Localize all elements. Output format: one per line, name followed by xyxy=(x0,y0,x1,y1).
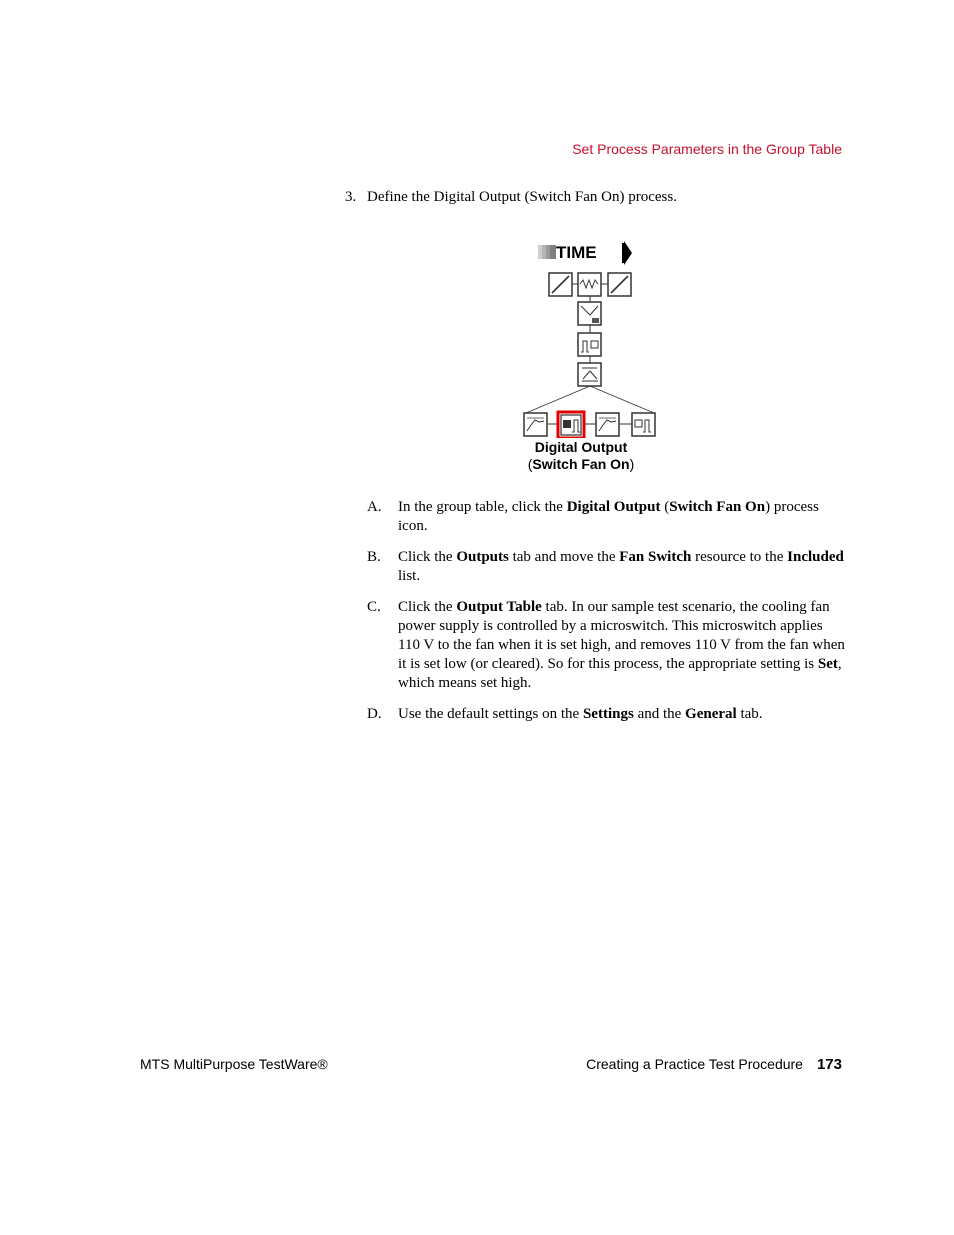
step-number: 3. xyxy=(345,189,357,205)
list-item-d: D. Use the default settings on the Settings and the General tab. xyxy=(367,706,763,722)
ramp-icon-2[interactable] xyxy=(608,273,631,296)
list-item-a: A. In the group table, click the Digital Output (Switch Fan On) process icon. xyxy=(367,499,819,534)
time-banner-text: TIME xyxy=(556,243,597,262)
item-letter: A. xyxy=(367,499,382,515)
group-branch-icon[interactable] xyxy=(578,363,601,386)
step-text: Define the Digital Output (Switch Fan On) process. xyxy=(367,189,677,205)
footer-chapter-title: Creating a Practice Test Procedure xyxy=(586,1056,803,1072)
process-diagram xyxy=(520,238,660,438)
time-banner xyxy=(538,241,632,265)
item-letter: D. xyxy=(367,706,382,722)
cyclic-icon[interactable] xyxy=(578,273,601,296)
footer-chapter xyxy=(586,1056,842,1073)
figure-caption-line2: (Switch Fan On) xyxy=(527,456,635,472)
list-item-b: B. Click the Outputs tab and move the Fan Switch resource to the Included list. xyxy=(367,549,844,584)
process-group-figure xyxy=(520,238,660,478)
ramp-icon[interactable] xyxy=(549,273,572,296)
figure-caption-line1: Digital Output xyxy=(534,439,628,455)
step-3 xyxy=(345,188,845,207)
instruction-list xyxy=(367,498,845,736)
list-item-c: C. Click the Output Table tab. In our sample test scenario, the cooling fan power supply is controlled by a microswitch. This microswitch applies 110 V to the fan when it is set high, and removes 110 V from the fan when it is set low (or cleared). So for this process, the appropriate setting is Set, which means set high. xyxy=(367,599,845,691)
footer-book-title: MTS MultiPurpose TestWare® xyxy=(140,1056,328,1072)
item-letter: C. xyxy=(367,599,381,615)
page-number: 173 xyxy=(816,1056,842,1073)
wait-signal-icon-2[interactable] xyxy=(596,413,619,436)
digital-output-switch-fan-on-icon[interactable] xyxy=(558,412,584,438)
section-header: Set Process Parameters in the Group Table xyxy=(572,141,842,157)
digital-io-icon[interactable] xyxy=(578,333,601,356)
wait-signal-icon[interactable] xyxy=(524,413,547,436)
digital-output-icon-2[interactable] xyxy=(632,413,655,436)
item-letter: B. xyxy=(367,549,381,565)
data-acquisition-icon[interactable] xyxy=(578,302,601,325)
